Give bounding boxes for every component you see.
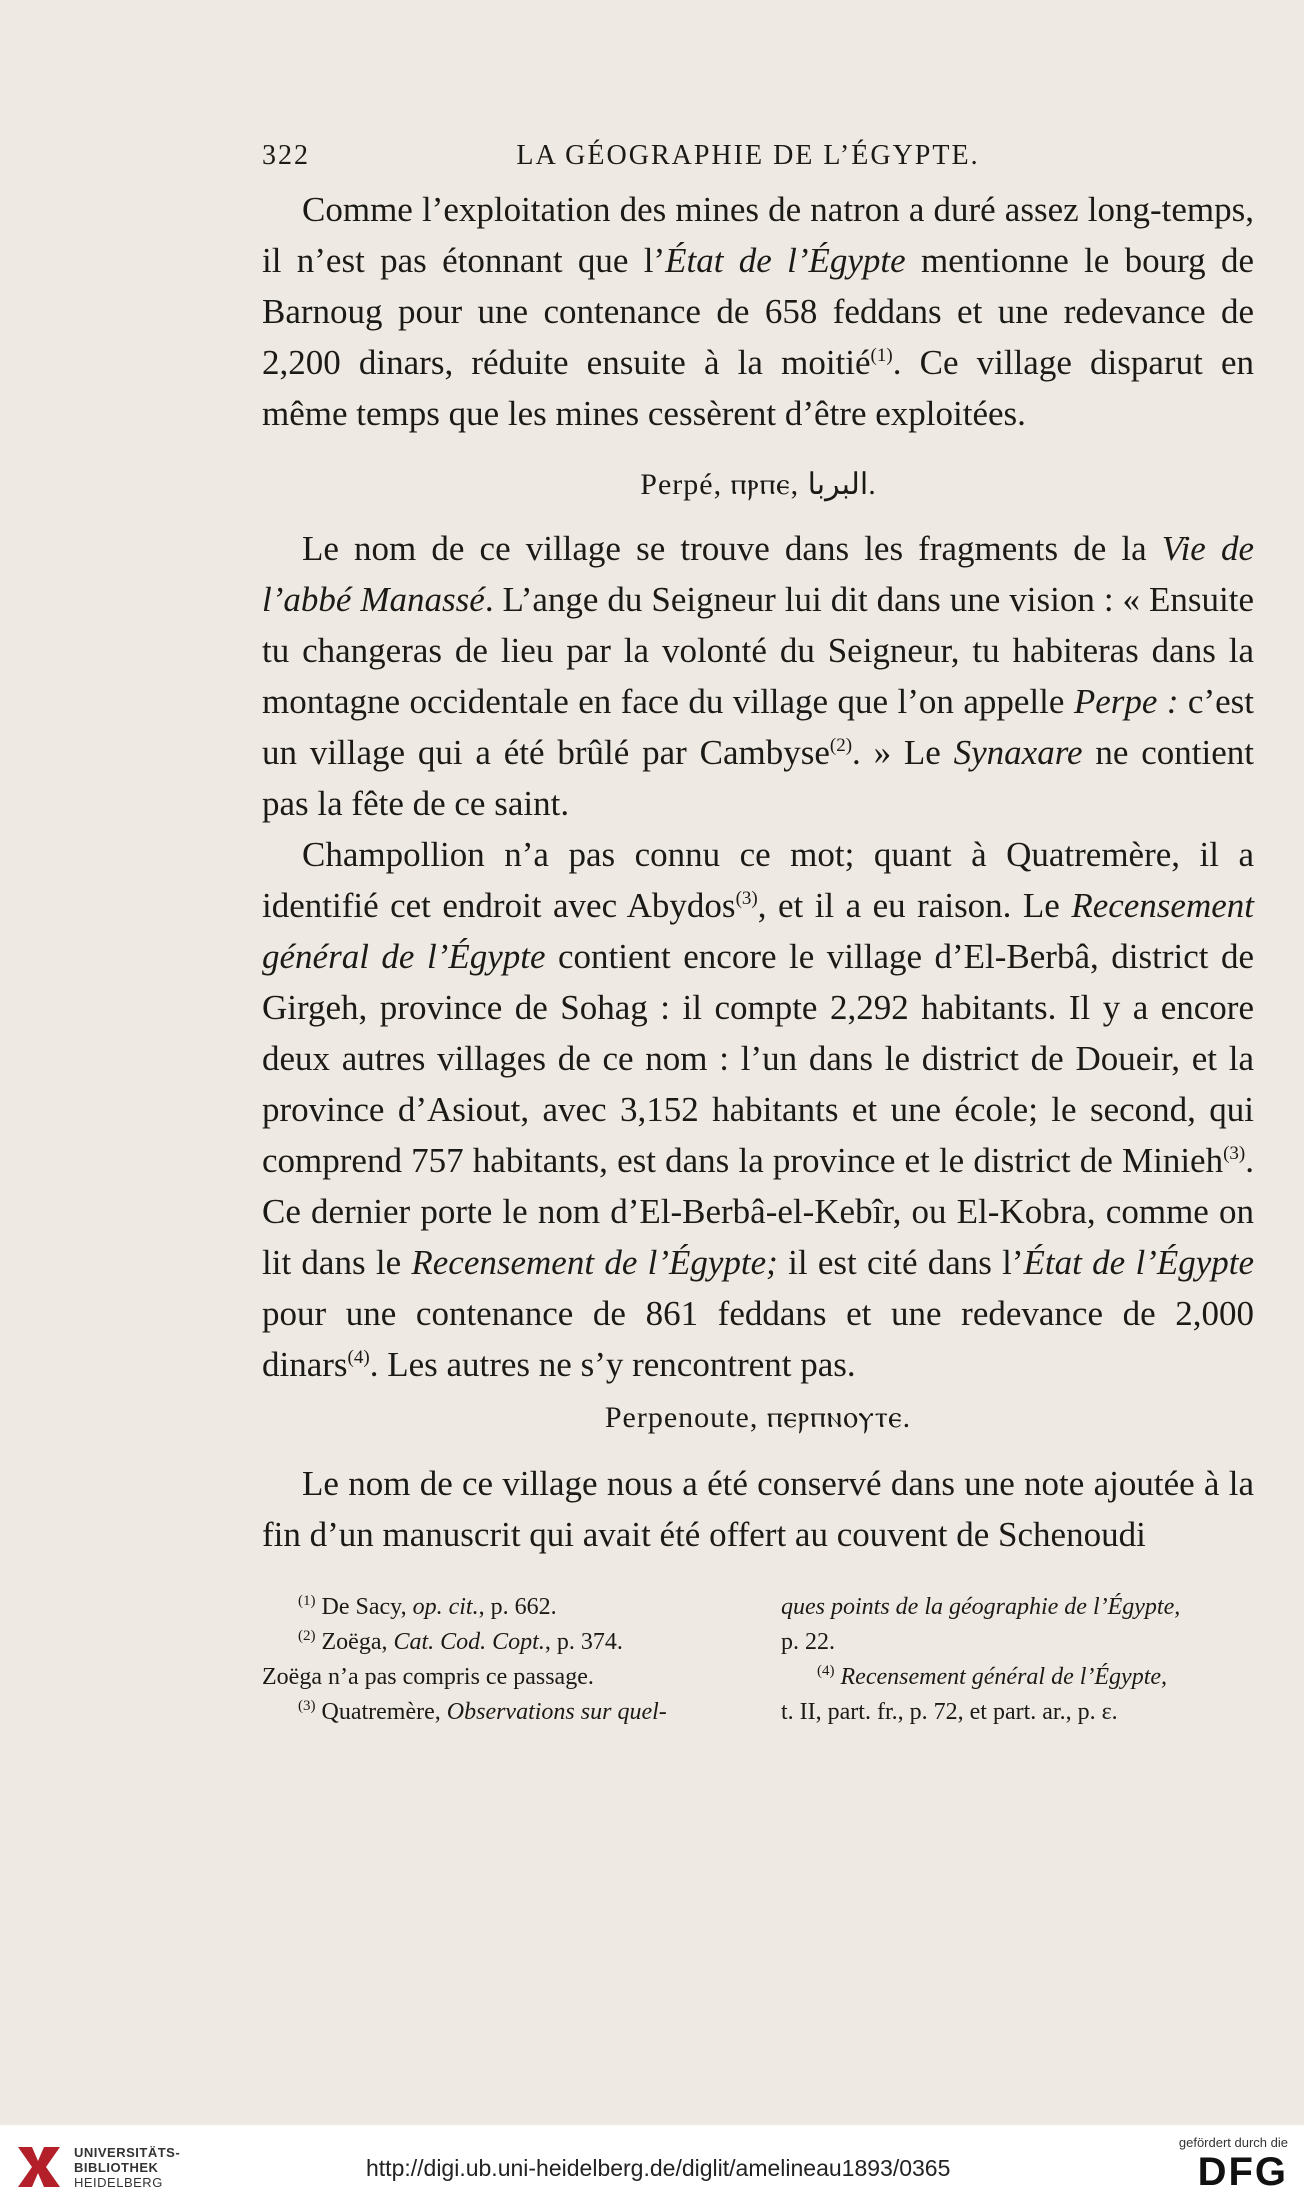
paragraph-2: Le nom de ce village se trouve dans les fragments de la Vie de l’abbé Manassé. L’ange du Seigneur lui dit dans une vision : « Ensuite tu changeras de lieu par la volonté du Seigneur, tu habiteras dans la montagne occidentale en face du village que l’on appelle Perpe : c’est un village qui a été brûlé par Cambyse$^{(2)}$. » Le Synaxare ne contient pas la fête de ce saint. (262, 529, 1254, 823)
paragraph-3: Champollion n’a pas connu ce mot; quant à Quatremère, il a identifié cet endroit avec Abydos$^{(3)}$, et il a eu raison. Le Recensement général de l’Égypte contient encore le village d’El-Berbâ, district de Girgeh, province de Sohag : il compte 2,292 habitants. Il y a encore deux autres villages de ce nom : l’un dans le district de Doueir, et la province d’Asiout, avec 3,152 habitants et une école; le second, qui comprend 757 habitants, est dans la province et le district de Minieh$^{(3)}$. Ce dernier porte le nom d’El-Berbâ-el-Kebîr, ou El-Kobra, comme on lit dans le Recensement de l’Égypte; il est cité dans l’État de l’Égypte pour une contenance de 861 feddans et une redevance de 2,000 dinars$^{(4)}$. Les autres ne s’y rencontrent pas. (262, 835, 1255, 1384)
footnote-3-continued: ques points de la géographie de l’Égypte, (781, 1594, 1181, 1620)
footnotes-left-column (262, 1590, 735, 1730)
page-content (262, 140, 1254, 1730)
page-number: 322 (262, 140, 310, 171)
university-library-logo-icon (14, 2141, 64, 2191)
running-head (262, 140, 1254, 184)
footnotes (262, 1590, 1254, 1730)
section-heading-perpenoute: Perpenoute, ⲡⲉⲣⲡⲛⲟⲩⲧⲉ. (604, 1401, 912, 1434)
paragraph-1: Comme l’exploitation des mines de natron a duré assez long-temps, il n’est pas étonnant que l’État de l’Égypte mentionne le bourg de Barnoug pour une contenance de 658 feddans et une redevance de 2,200 dinars, réduite ensuite à la moitié$^{(1)}$. Ce village disparut en même temps que les mines cessèrent d’être exploitées. (262, 190, 1254, 433)
footnote-3-page: p. 22. (781, 1629, 835, 1655)
footnote-ref: (3) (735, 888, 758, 909)
dfg-logo: DFG (1197, 2150, 1288, 2194)
footnotes-right-column (781, 1590, 1254, 1730)
footnote-3: $^{(3)}$ Quatremère, Observations sur quel- (298, 1698, 667, 1725)
running-title: LA GÉOGRAPHIE DE L’ÉGYPTE. (516, 140, 980, 171)
footnote-ref: (2) (829, 735, 853, 756)
footnote-2-continued: Zoëga n’a pas compris ce passage. (262, 1664, 594, 1690)
footnote-2: $^{(2)}$ Zoëga, Cat. Cod. Copt., p. 374. (298, 1628, 623, 1655)
footnote-4-continued: t. II, part. fr., p. 72, et part. ar., p. ε. (781, 1699, 1118, 1725)
footnote-4: $^{(4)}$ Recensement général de l’Égypte, (817, 1663, 1168, 1690)
footnote-ref: (3) (1223, 1143, 1246, 1164)
funding-credit (1179, 2135, 1288, 2194)
footnote-ref: (4) (347, 1347, 370, 1368)
permalink-url[interactable]: http://digi.ub.uni-heidelberg.de/diglit/amelineau1893/0365 (366, 2155, 951, 2181)
body-text (262, 184, 1254, 1560)
digitization-footer (0, 2125, 1304, 2209)
institution-name: UNIVERSITÄTS- BIBLIOTHEK HEIDELBERG (74, 2145, 181, 2190)
paragraph-4: Le nom de ce village nous a été conservé dans une note ajoutée à la fin d’un manuscrit qui avait été offert au couvent de Schenoudi (262, 1464, 1254, 1554)
section-heading-perpe: Perpé, ⲡⲣⲡⲉ, البربا. (640, 468, 876, 501)
funding-text: gefördert durch die (1178, 2135, 1288, 2150)
footnote-1: $^{(1)}$ De Sacy, op. cit., p. 662. (298, 1593, 557, 1620)
footnote-ref: (1) (870, 345, 893, 366)
